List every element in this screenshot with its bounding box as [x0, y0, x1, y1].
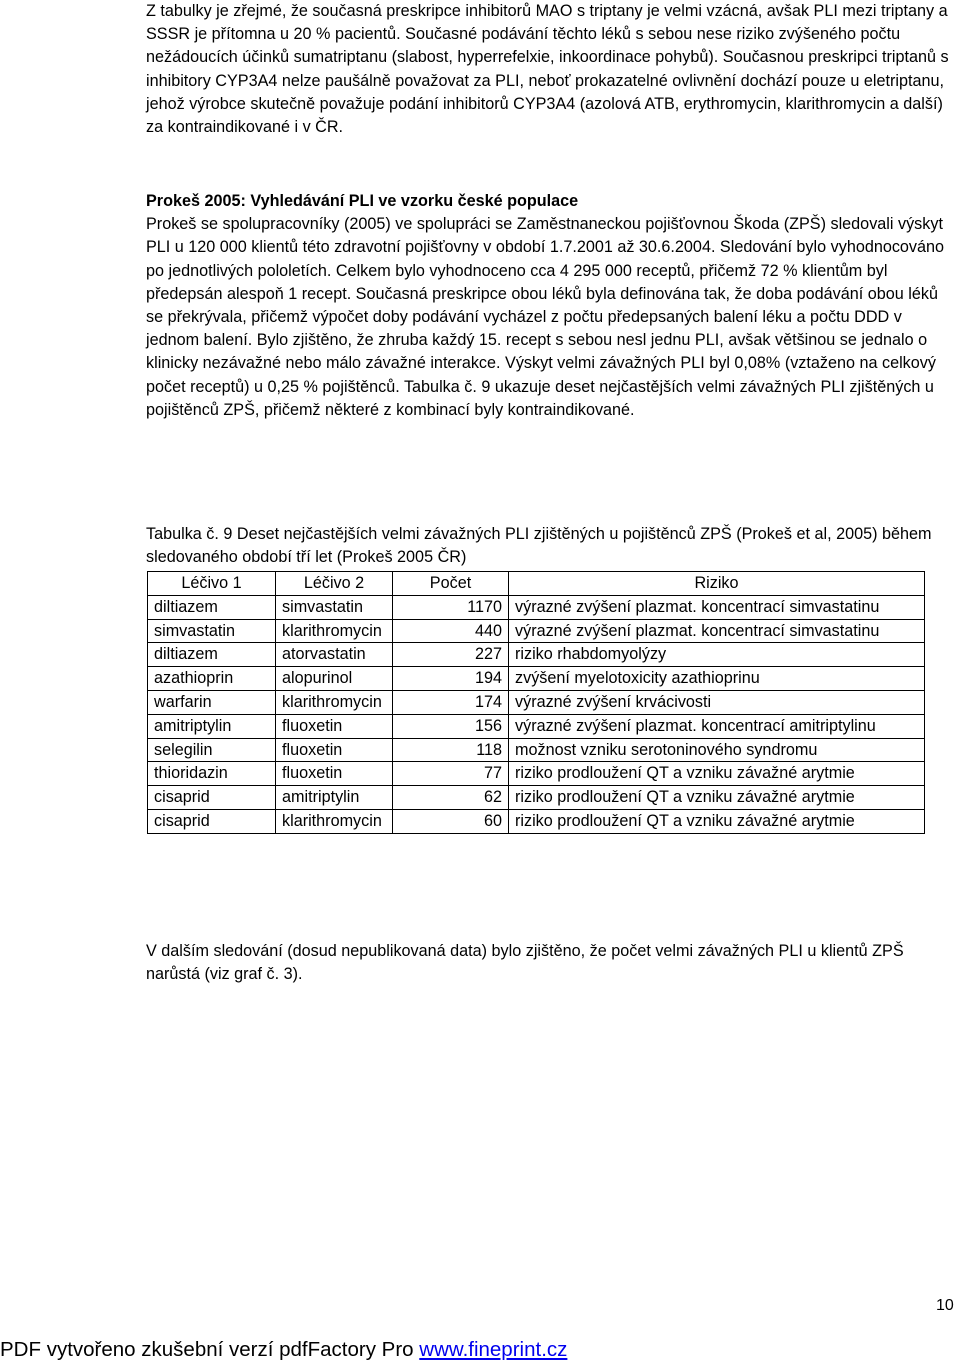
table-caption: Tabulka č. 9 Deset nejčastějších velmi závažných PLI zjištěných u pojištěnců ZPŠ (Prokeš et al, 2005) během sledovaného období tří let (Prokeš 2005 ČR) — [146, 525, 932, 567]
pli-table — [147, 571, 925, 834]
cell-lecivo-1: azathioprin — [148, 667, 276, 691]
cell-lecivo-1: amitriptylin — [148, 714, 276, 738]
section-body: Prokeš se spolupracovníky (2005) ve spolupráci se Zaměstnaneckou pojišťovnou Škoda (ZPŠ) sledovali výskyt PLI u 120 000 klientů této zdravotní pojišťovny v období 1.7.2001 až 30.6.2004. Sledování bylo vyhodnocováno po jednotlivých pololetích. Celkem bylo vyhodnoceno cca 4 295 000 receptů, přičemž 72 % klientům byl předepsán alespoň 1 recept. Současná preskripce obou léků byla definována tak, že doba podávání obou léků se překrývala, přičemž výpočet doby podávání vycházel z počtu předepsaných balení léku a počtu DDD v jednom balení. Bylo zjištěno, že zhruba každý 15. recept s sebou nesl jednu PLI, avšak většinou se jednalo o klinicky nezávažné nebo málo závažné interakce. Výskyt velmi závažných PLI byl 0,08% (vztaženo na celkový počet receptů) u 0,25 % pojištěnců. Tabulka č. 9 ukazuje deset nejčastějších velmi závažných PLI zjištěných u pojištěnců ZPŠ, přičemž některé z kombinací byly kontraindikované. — [146, 215, 945, 419]
cell-lecivo-2: amitriptylin — [276, 786, 393, 810]
cell-lecivo-2: atorvastatin — [276, 643, 393, 667]
cell-riziko: výrazné zvýšení plazmat. koncentrací simvastatinu — [509, 619, 925, 643]
cell-pocet: 1170 — [393, 595, 509, 619]
cell-pocet: 194 — [393, 667, 509, 691]
paragraph-triptany: Z tabulky je zřejmé, že současná preskripce inhibitorů MAO s triptany je velmi vzácná, avšak PLI mezi triptany a SSSR je přítomna u 20 % pacientů. Současné podávání těchto léků s sebou nese riziko zvýšeného počtu nežádoucích účinků sumatriptanu (slabost, hyperrefelxie, inkoordinace pohybů). Současnou preskripci triptanů s inhibitory CYP3A4 nelze paušálně považovat za PLI, neboť prokazatelné ovlivnění dochází pouze u eletriptanu, jehož výrobce skutečně považuje podání inhibitorů CYP3A4 (azolová ATB, erythromycin, klarithromycin a další) za kontraindikované i v ČR. — [146, 2, 949, 137]
table-row — [148, 595, 925, 619]
cell-riziko: možnost vzniku serotoninového syndromu — [509, 738, 925, 762]
cell-pocet: 62 — [393, 786, 509, 810]
cell-lecivo-2: simvastatin — [276, 595, 393, 619]
pdf-footer — [0, 1338, 567, 1362]
footer-link[interactable]: www.fineprint.cz — [419, 1338, 568, 1361]
table-row — [148, 786, 925, 810]
cell-riziko: riziko rhabdomyolýzy — [509, 643, 925, 667]
header-riziko: Riziko — [509, 572, 925, 596]
cell-pocet: 174 — [393, 690, 509, 714]
table-row — [148, 667, 925, 691]
section-prokes-2005 — [146, 190, 958, 422]
cell-lecivo-1: diltiazem — [148, 643, 276, 667]
cell-pocet: 77 — [393, 762, 509, 786]
page-number: 10 — [936, 1297, 954, 1314]
table-row — [148, 809, 925, 833]
cell-pocet: 440 — [393, 619, 509, 643]
cell-riziko: výrazné zvýšení plazmat. koncentrací amitriptylinu — [509, 714, 925, 738]
cell-pocet: 118 — [393, 738, 509, 762]
table-row — [148, 738, 925, 762]
cell-lecivo-2: fluoxetin — [276, 762, 393, 786]
cell-lecivo-1: cisaprid — [148, 786, 276, 810]
table-row — [148, 690, 925, 714]
cell-lecivo-1: thioridazin — [148, 762, 276, 786]
header-lecivo-2: Léčivo 2 — [276, 572, 393, 596]
section-heading: Prokeš 2005: Vyhledávání PLI ve vzorku české populace — [146, 192, 579, 210]
cell-riziko: zvýšení myelotoxicity azathioprinu — [509, 667, 925, 691]
table-header-row — [148, 572, 925, 596]
cell-pocet: 156 — [393, 714, 509, 738]
cell-riziko: riziko prodloužení QT a vzniku závažné arytmie — [509, 786, 925, 810]
cell-lecivo-1: diltiazem — [148, 595, 276, 619]
cell-lecivo-1: simvastatin — [148, 619, 276, 643]
cell-lecivo-2: klarithromycin — [276, 809, 393, 833]
table-row — [148, 762, 925, 786]
table-row — [148, 643, 925, 667]
header-lecivo-1: Léčivo 1 — [148, 572, 276, 596]
cell-pocet: 227 — [393, 643, 509, 667]
table-row — [148, 619, 925, 643]
cell-lecivo-1: warfarin — [148, 690, 276, 714]
cell-riziko: výrazné zvýšení krvácivosti — [509, 690, 925, 714]
cell-pocet: 60 — [393, 809, 509, 833]
cell-lecivo-1: selegilin — [148, 738, 276, 762]
table-row — [148, 714, 925, 738]
cell-lecivo-2: klarithromycin — [276, 690, 393, 714]
cell-lecivo-2: fluoxetin — [276, 714, 393, 738]
footer-text: PDF vytvořeno zkušební verzí pdfFactory Pro — [0, 1338, 420, 1361]
cell-lecivo-2: alopurinol — [276, 667, 393, 691]
table-body — [148, 595, 925, 833]
cell-lecivo-2: fluoxetin — [276, 738, 393, 762]
cell-lecivo-1: cisaprid — [148, 809, 276, 833]
cell-riziko: riziko prodloužení QT a vzniku závažné arytmie — [509, 762, 925, 786]
closing-paragraph: V dalším sledování (dosud nepublikovaná data) bylo zjištěno, že počet velmi závažných PLI u klientů ZPŠ narůstá (viz graf č. 3). — [146, 942, 904, 984]
cell-lecivo-2: klarithromycin — [276, 619, 393, 643]
header-pocet: Počet — [393, 572, 509, 596]
cell-riziko: výrazné zvýšení plazmat. koncentrací simvastatinu — [509, 595, 925, 619]
cell-riziko: riziko prodloužení QT a vzniku závažné arytmie — [509, 809, 925, 833]
